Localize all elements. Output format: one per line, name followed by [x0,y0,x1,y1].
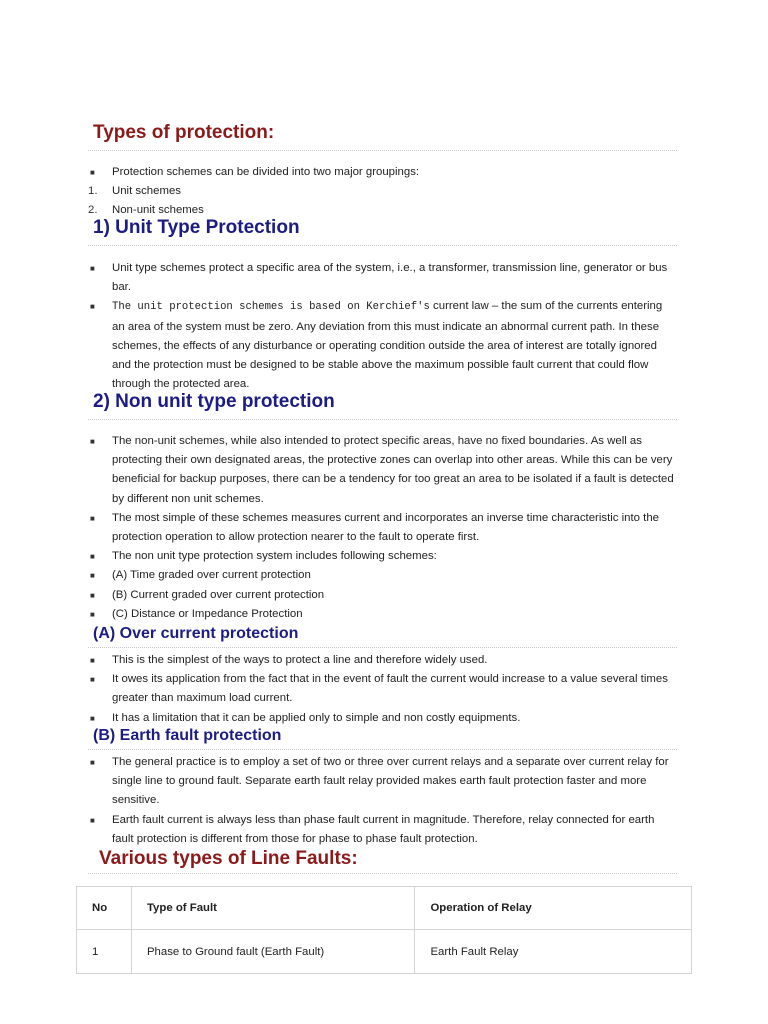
bullet-icon: ■ [90,656,95,665]
divider [88,647,677,648]
nonunit-heading: 2) Non unit type protection [93,391,335,412]
divider [88,419,677,420]
types-list [88,163,678,221]
list-item: 2. Non-unit schemes [88,204,204,217]
types-heading: Types of protection: [93,122,275,143]
list-item: ■ Protection schemes can be divided into two major groupings: [88,163,678,182]
earth-heading: (B) Earth fault protection [93,727,282,744]
bullet-icon: ■ [90,758,95,767]
list-item: 1. Unit schemes [88,185,182,198]
divider [88,749,677,750]
overcurrent-list [88,651,678,728]
unit-list [88,259,678,394]
list-item: ■ It has a limitation that it can be applied only to simple and non costly equipments. [88,709,678,728]
table-cell: 1 [77,930,132,974]
unit-heading: 1) Unit Type Protection [93,217,300,238]
list-item: ■ (A) Time graded over current protection [88,566,678,585]
divider [88,150,677,151]
list-item: ■ Unit type schemes protect a specific area of the system, i.e., a transformer, transmission line, generator or bus bar. [88,259,678,297]
bullet-icon: ■ [90,264,95,273]
bullet-icon: ■ [90,815,95,825]
list-item: ■ The most simple of these schemes measures current and incorporates an inverse time characteristic into the protection operation to allow protection nearer to the fault to operate first. [88,509,678,547]
bullet-icon: ■ [90,302,95,312]
divider [88,873,677,874]
bullet-icon: ■ [90,675,95,685]
table-row [77,930,692,974]
bullet-icon: ■ [90,713,95,723]
table-cell: Earth Fault Relay [415,930,692,974]
list-item: ■ The general practice is to employ a set of two or three over current relays and a separate over current relay for single line to ground fault. Separate earth fault relay provided makes earth fault protection faster and more sensitive. [88,753,678,811]
faults-table [76,886,692,974]
bullet-icon: ■ [90,590,95,600]
bullet-icon: ■ [90,552,95,562]
list-item: ■ The non-unit schemes, while also intended to protect specific areas, have no fixed boundaries. As well as protecting their own designated areas, the protective zones can overlap into other areas. While this can be very beneficial for backup purposes, there can be a tendency for too great an area to be isolated if a fault is detected by different non unit schemes. [88,432,678,509]
table-header-row [77,887,692,930]
divider [88,245,677,246]
earth-list [88,753,678,849]
list-item: ■ Earth fault current is always less than phase fault current in magnitude. Therefore, relay connected for earth fault protection is different from those for phase to phase fault protection. [88,811,678,849]
list-item: ■ This is the simplest of the ways to protect a line and therefore widely used. [88,651,678,670]
list-item: ■ It owes its application from the fact that in the event of fault the current would increase to a value several times greater than maximum load current. [88,670,678,708]
bullet-icon: ■ [90,513,95,523]
column-header: Operation of Relay [415,887,692,930]
column-header: No [77,887,132,930]
bullet-icon: ■ [90,437,95,446]
list-item: ■ The non unit type protection system includes following schemes: [88,547,678,566]
bullet-icon: ■ [90,609,95,619]
list-item: ■ The unit protection schemes is based on Kerchief's current law – the sum of the currents entering an area of the system must be zero. Any deviation from this must indicate an abnormal current path. In these schemes, the effects of any disturbance or operating condition outside the area of interest are totally ignored and the protection must be designed to be stable above the maximum possible fault current that could flow through the protected area. [88,297,678,394]
overcurrent-heading: (A) Over current protection [93,625,299,642]
nonunit-list [88,432,678,624]
list-item: ■ (C) Distance or Impedance Protection [88,605,678,624]
column-header: Type of Fault [131,887,415,930]
bullet-icon: ■ [90,168,95,177]
faults-heading: Various types of Line Faults: [99,848,358,869]
bullet-icon: ■ [90,571,95,581]
list-item: ■ (B) Current graded over current protection [88,586,678,605]
table-cell: Phase to Ground fault (Earth Fault) [131,930,415,974]
